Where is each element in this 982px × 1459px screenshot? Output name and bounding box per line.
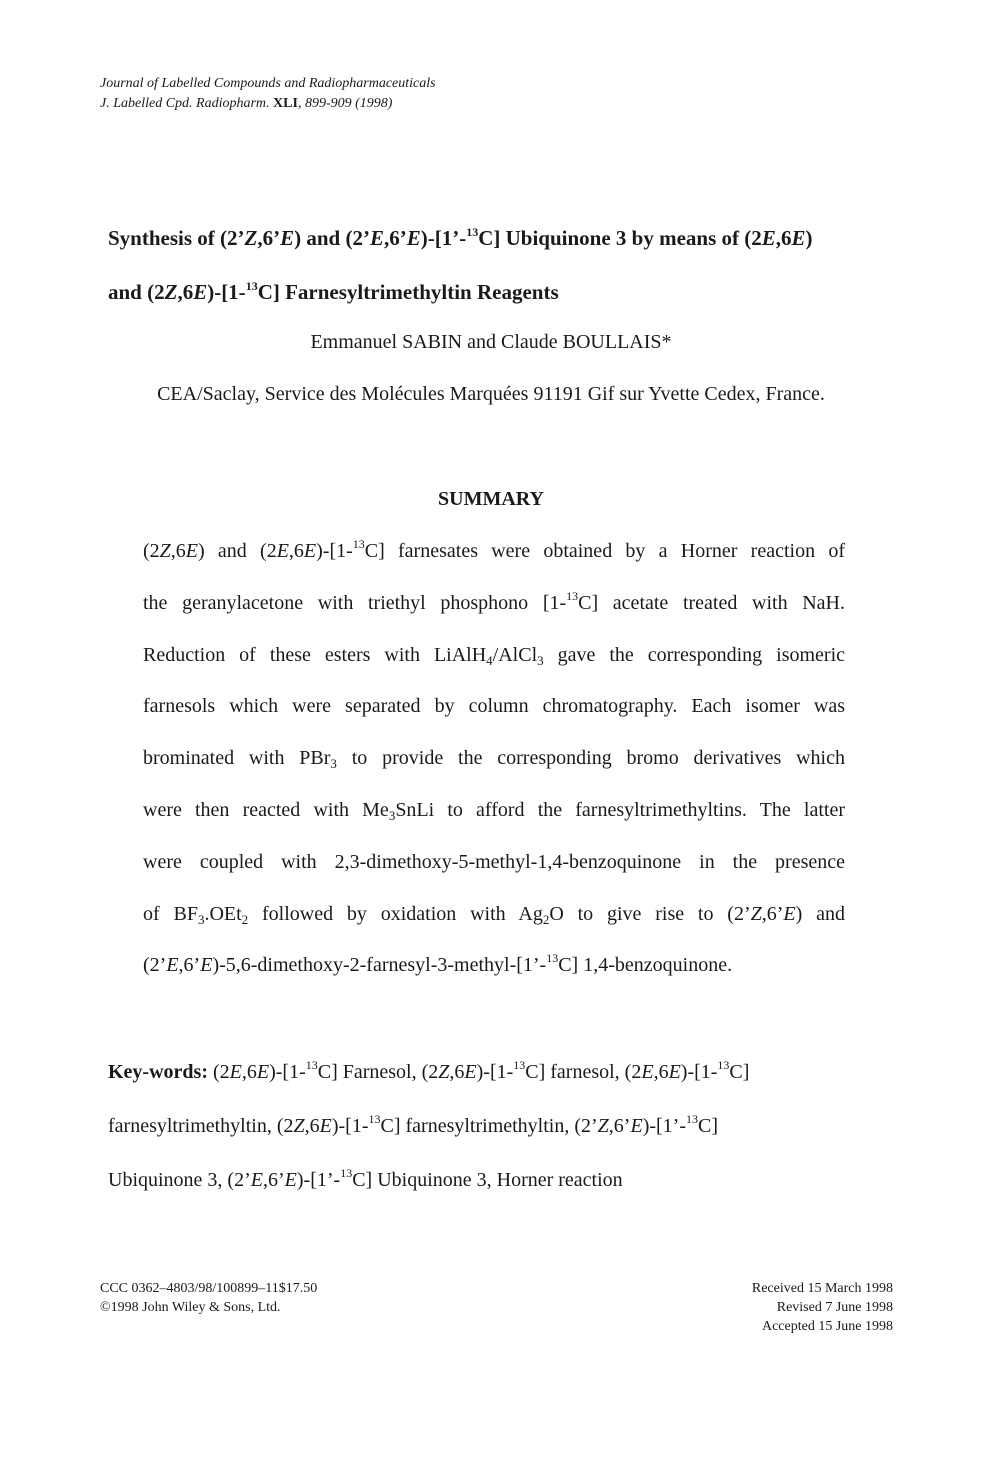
footer-copyright <box>100 1279 317 1317</box>
abstract-line: brominated with PBr$_3$ to provide the corresponding bromo derivatives which <box>143 747 845 772</box>
keywords-line: Ubiquinone 3, (2’E,6’E)-[1’-$^{13}$C] Ubiquinone 3, Horner reaction <box>108 1166 623 1191</box>
keywords-line: farnesyltrimethyltin, (2Z,6E)-[1-$^{13}$C] farnesyltrimethyltin, (2’Z,6’E)-[1’-$^{13}$C] <box>108 1112 718 1137</box>
revised-date: Revised 7 June 1998 <box>776 1300 893 1315</box>
journal-citation: J. Labelled Cpd. Radiopharm. XLI, 899-909 (1998) <box>100 96 393 111</box>
keywords <box>108 1057 749 1219</box>
authors: Emmanuel SABIN and Claude BOULLAIS* <box>310 331 672 353</box>
accepted-date: Accepted 15 June 1998 <box>761 1319 893 1334</box>
footer-dates <box>752 1279 893 1336</box>
abstract-line: the geranylacetone with triethyl phosphono [1-$^{13}$C] acetate treated with NaH. <box>143 588 845 614</box>
journal-name: Journal of Labelled Compounds and Radiopharmaceuticals <box>100 76 436 91</box>
abstract-line: were coupled with 2,3-dimethoxy-5-methyl-1,4-benzoquinone in the presence <box>143 850 845 873</box>
keywords-label: Key-words: <box>108 1061 208 1083</box>
abstract-line: (2’E,6’E)-5,6-dimethoxy-2-farnesyl-3-methyl-[1’-$^{13}$C] 1,4-benzoquinone. <box>143 951 733 977</box>
keywords-line: Key-words: (2E,6E)-[1-$^{13}$C] Farnesol, (2Z,6E)-[1-$^{13}$C] farnesol, (2E,6E)-[1-$^{13}$C] <box>108 1058 750 1083</box>
abstract-line: were then reacted with $Me_3SnLi$ to afford the farnesyltrimethyltins. The latter <box>143 798 845 823</box>
abstract-line: of $BF_3.OEt_2$ followed by oxidation with $Ag_2O$ to give rise to (2’Z,6’E) and <box>143 902 845 927</box>
abstract-line: farnesols which were separated by column chromatography. Each isomer was <box>143 695 845 718</box>
copyright-notice: ©1998 John Wiley & Sons, Ltd. <box>100 1300 281 1315</box>
affiliation: CEA/Saclay, Service des Molécules Marquées 91191 Gif sur Yvette Cedex, France. <box>157 383 825 405</box>
ccc-code: CCC 0362–4803/98/100899–11$17.50 <box>100 1281 318 1296</box>
summary-heading: SUMMARY <box>438 488 544 510</box>
received-date: Received 15 March 1998 <box>751 1281 893 1296</box>
abstract-line: Reduction of these esters with LiAlH$_4$/AlCl$_3$ gave the corresponding isomeric <box>143 643 846 668</box>
journal-header <box>100 74 436 114</box>
article-title-line-1: Synthesis of (2’Z,6’E) and (2’E,6’E)-[1’-$^{13}$C] Ubiquinone 3 by means of (2E,6E) <box>108 225 813 250</box>
summary-abstract <box>143 536 845 1002</box>
abstract-line: (2Z,6E) and (2E,6E)-[1-$^{13}$C] farnesates were obtained by a Horner reaction of <box>143 537 845 562</box>
article-title-line-2: and (2Z,6E)-[1-$^{13}$C] Farnesyltrimethyltin Reagents <box>108 279 559 304</box>
